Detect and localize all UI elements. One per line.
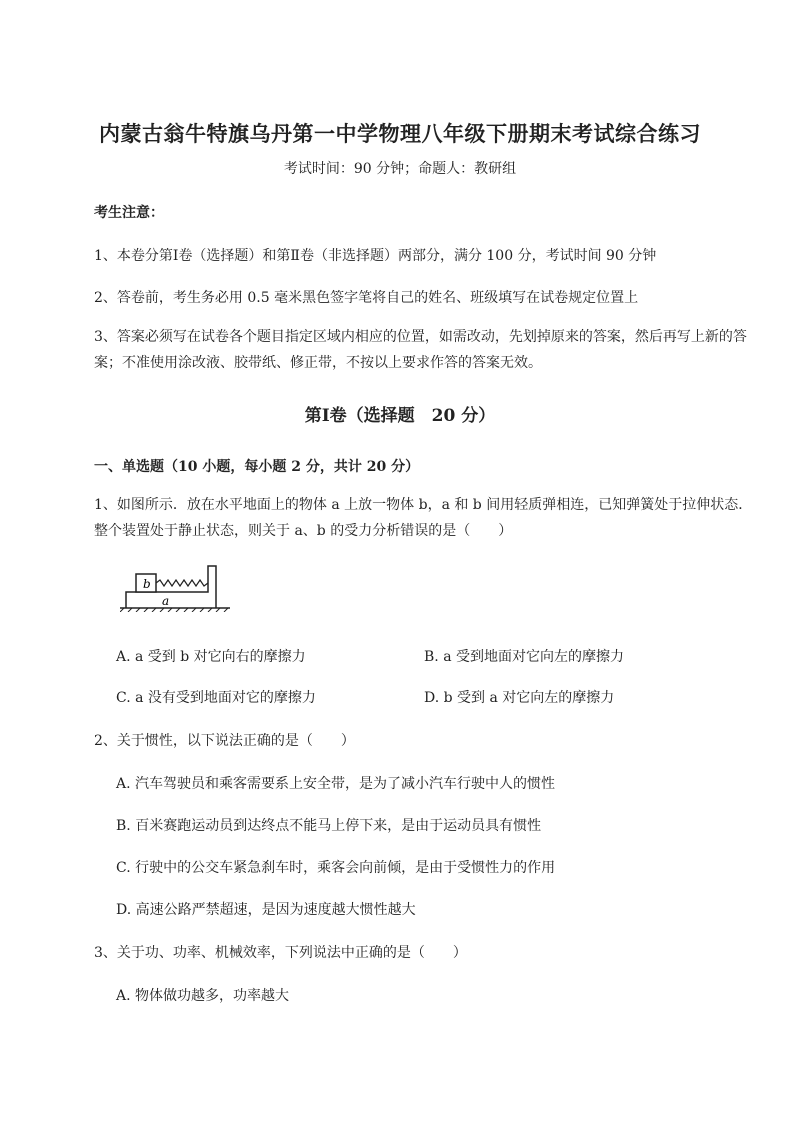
- notice-item: 1、本卷分第Ⅰ卷（选择题）和第Ⅱ卷（非选择题）两部分，满分 100 分，考试时间 90 分钟: [94, 248, 657, 264]
- q1-option-a[interactable]: A. a 受到 b 对它向右的摩擦力: [116, 649, 306, 665]
- q2-option-d[interactable]: D. 高速公路严禁超速，是因为速度越大惯性越大: [116, 902, 416, 918]
- q2-option-a[interactable]: A. 汽车驾驶员和乘客需要系上安全带，是为了减小汽车行驶中人的惯性: [116, 776, 556, 792]
- section-title: 第Ⅰ卷（选择题 20 分）: [304, 406, 496, 426]
- part-heading: 一、单选题（10 小题，每小题 2 分，共计 20 分）: [94, 459, 420, 475]
- q2-option-c[interactable]: C. 行驶中的公交车紧急刹车时，乘客会向前倾，是由于受惯性力的作用: [116, 860, 556, 876]
- q3-option-a[interactable]: A. 物体做功越多，功率越大: [116, 988, 290, 1004]
- spring: [156, 580, 208, 586]
- question-1-stem: 1、如图所示．放在水平地面上的物体 a 上放一物体 b，a 和 b 间用轻质弹相连，已知弹簧处于拉伸状态．整个装置处于静止状态，则关于 a、b 的受力分析错误的是（ ）: [94, 497, 753, 539]
- notice-heading: 考生注意：: [94, 205, 164, 221]
- q1-option-b[interactable]: B. a 受到地面对它向左的摩擦力: [424, 649, 624, 665]
- question-2-stem: 2、关于惯性，以下说法正确的是（ ）: [94, 733, 355, 749]
- notice-item: 2、答卷前，考生务必用 0.5 毫米黑色签字笔将自己的姓名、班级填写在试卷规定位置上: [94, 290, 639, 306]
- question-3-stem: 3、关于功、功率、机械效率，下列说法中正确的是（ ）: [94, 945, 467, 961]
- label-a: a: [162, 594, 170, 608]
- q1-option-c[interactable]: C. a 没有受到地面对它的摩擦力: [116, 690, 316, 706]
- page-title: 内蒙古翁牛特旗乌丹第一中学物理八年级下册期末考试综合练习: [99, 121, 701, 146]
- label-b: b: [143, 577, 151, 591]
- spring-block-figure: [120, 562, 230, 612]
- notice-item: 3、答案必须写在试卷各个题目指定区域内相应的位置，如需改动，先划掉原来的答案，然后再写上新的答案；不准使用涂改液、胶带纸、修正带，不按以上要求作答的答案无效。: [94, 329, 747, 371]
- exam-info: 考试时间：90 分钟；命题人：教研组: [283, 161, 517, 177]
- q1-option-d[interactable]: D. b 受到 a 对它向左的摩擦力: [424, 690, 615, 706]
- q2-option-b[interactable]: B. 百米赛跑运动员到达终点不能马上停下来，是由于运动员具有惯性: [116, 818, 542, 834]
